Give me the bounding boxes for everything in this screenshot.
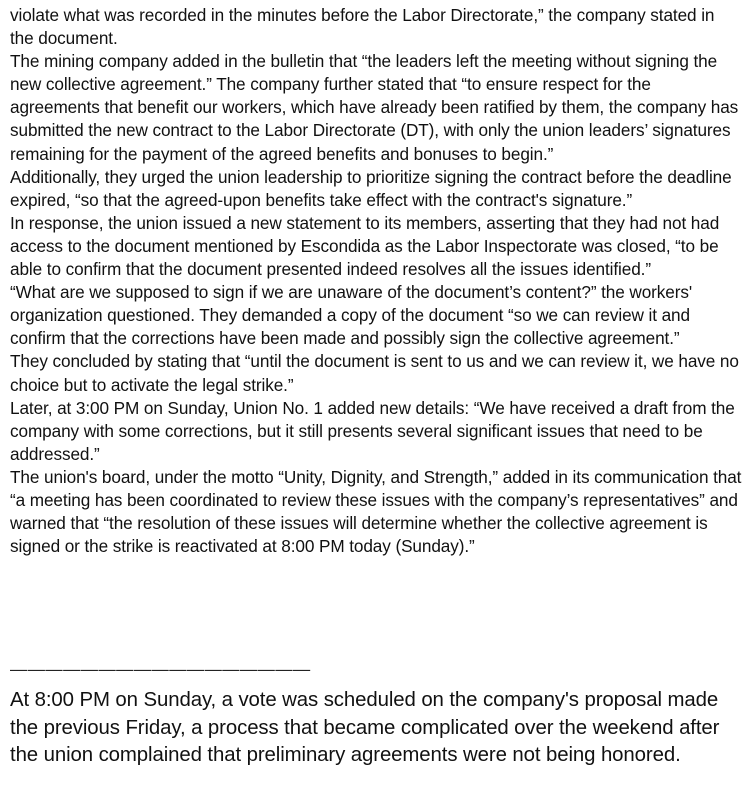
lead-paragraph: At 8:00 PM on Sunday, a vote was scheduled on the company's proposal made the previous Friday, a process that became complicated over the weekend after the union complained that preliminary agreements were not being honored. (10, 689, 720, 767)
paragraph: Additionally, they urged the union leadership to prioritize signing the contract before the deadline expired, “so that the agreed-upon benefits take effect with the contract's signature.” (10, 166, 732, 210)
article-body (10, 4, 742, 558)
paragraph: They concluded by stating that “until the document is sent to us and we can review it, we have no choice but to activate the legal strike.” (10, 351, 739, 395)
paragraph: violate what was recorded in the minutes before the Labor Directorate,” the company stated in the document. (10, 5, 715, 49)
paragraph: Later, at 3:00 PM on Sunday, Union No. 1 added new details: “We have received a draft from the company with some corrections, but it still presents several significant issues that need to be addressed.” (10, 397, 735, 464)
paragraph: “What are we supposed to sign if we are unaware of the document’s content?” the workers' organization questioned. They demanded a copy of the document “so we can review it and confirm that the corrections have been made and possibly sign the collective agreement.” (10, 282, 693, 349)
section-divider: ————————————————— (10, 659, 311, 679)
paragraph: In response, the union issued a new statement to its members, asserting that they had not had access to the document mentioned by Escondida as the Labor Inspectorate was closed, “to be able to confirm that the document presented indeed resolves all the issues identified.” (10, 212, 720, 280)
paragraph: The mining company added in the bulletin that “the leaders left the meeting without signing the new collective agreement.” The company further stated that “to ensure respect for the agreements that benefit our workers, which have already been ratified by them, the company has submitted the new contract to the Labor Directorate (DT), with only the union leaders’ signatures remaining for the payment of the agreed benefits and bonuses to begin.” (10, 51, 739, 164)
paragraph: The union's board, under the motto “Unity, Dignity, and Strength,” added in its communication that “a meeting has been coordinated to review these issues with the company’s representatives” and warned that “the resolution of these issues will determine whether the collective agreement is signed or the strike is reactivated at 8:00 PM today (Sunday).” (10, 466, 742, 557)
